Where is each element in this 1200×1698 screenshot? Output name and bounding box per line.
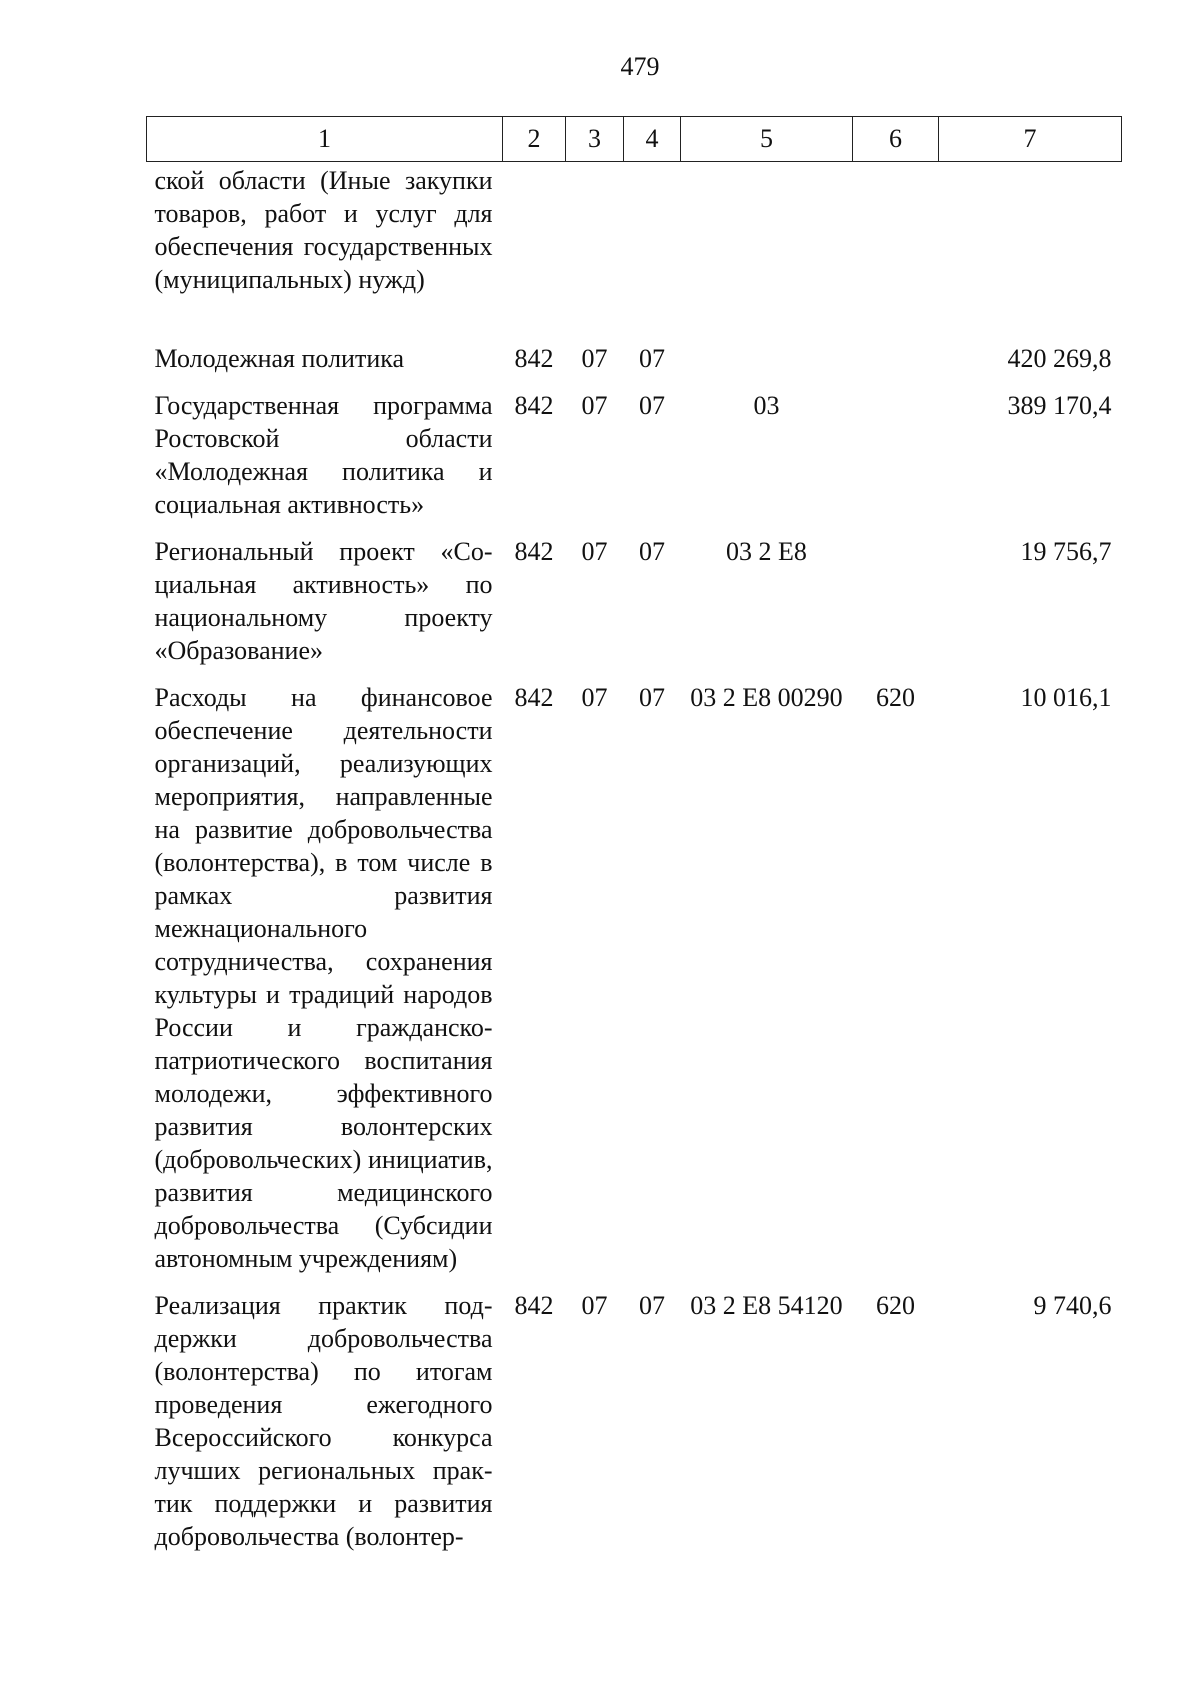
column-header-5: 5	[681, 117, 853, 162]
cell-expense-type	[853, 342, 939, 389]
column-header-3: 3	[566, 117, 624, 162]
cell-section: 07	[581, 536, 608, 566]
row-description: Расходы на финансовое обеспечение деятельности организаций, реализующих мероприятия, направленные на развитие добровольчества (волонтерства), в том числе в рамках развития межнационального сотрудничества, сохранения культуры и традиций народов России и гражданско- патриотического воспитания молодежи, эффективного развития волонтерских (добровольческих) инициатив, развития медицинского добровольчества (Субсидии автономным учреждениям)	[154, 682, 493, 1273]
cell-subsection: 07	[639, 536, 665, 566]
cell-section: 07	[581, 1290, 608, 1320]
table-row	[147, 162, 1122, 342]
cell-amount: 420 269,8	[1007, 343, 1112, 373]
row-description: Реализация практик поддержки добровольчества (волонтерства) по итогам проведения ежегодного Всероссийского конкурса лучших региональных практик поддержки и развития добровольчества (волонтер-	[154, 1290, 493, 1551]
row-description: Региональный проект «Социальная активность» по национальному проекту «Образование»	[154, 536, 493, 665]
cell-ministry-code: 842	[514, 536, 554, 566]
cell-subsection	[624, 162, 681, 342]
row-description: Государственная программа Ростовской области «Молодежная политика и социальная активность»	[154, 390, 493, 519]
cell-ministry-code: 842	[514, 343, 554, 373]
cell-expense-type	[853, 535, 939, 681]
cell-expense-type: 620	[876, 682, 915, 712]
cell-expense-type	[853, 389, 939, 535]
cell-target-article: 03 2 E8	[726, 536, 807, 566]
page-number: 479	[620, 52, 660, 81]
column-header-4: 4	[624, 117, 681, 162]
table-row	[147, 389, 1122, 535]
cell-amount: 389 170,4	[1007, 390, 1112, 420]
cell-subsection: 07	[639, 390, 665, 420]
cell-section: 07	[581, 343, 608, 373]
cell-target-article: 03	[753, 390, 780, 420]
cell-amount	[939, 162, 1122, 342]
table-row	[147, 535, 1122, 681]
table-row	[147, 1289, 1122, 1553]
table-row	[147, 342, 1122, 389]
cell-ministry-code: 842	[514, 1290, 554, 1320]
cell-subsection: 07	[639, 682, 665, 712]
cell-ministry-code: 842	[514, 682, 554, 712]
cell-subsection: 07	[639, 343, 665, 373]
cell-amount: 19 756,7	[1020, 536, 1112, 566]
cell-ministry-code	[503, 162, 566, 342]
cell-target-article	[681, 342, 853, 389]
column-header-1: 1	[147, 117, 503, 162]
column-header-7: 7	[939, 117, 1122, 162]
row-description: Молодежная политика	[154, 343, 405, 373]
cell-expense-type: 620	[876, 1290, 915, 1320]
cell-amount: 9 740,6	[1033, 1290, 1112, 1320]
cell-ministry-code: 842	[514, 390, 554, 420]
table-row	[147, 681, 1122, 1289]
cell-target-article: 03 2 E8 00290	[690, 682, 843, 712]
column-header-6: 6	[853, 117, 939, 162]
cell-target-article: 03 2 E8 54120	[690, 1290, 843, 1320]
cell-section	[566, 162, 624, 342]
row-description: ской области (Иные закупки товаров, работ и услуг для обеспечения государственных (муниципальных) нужд)	[154, 166, 493, 294]
cell-section: 07	[581, 682, 608, 712]
cell-expense-type	[853, 162, 939, 342]
column-header-2: 2	[503, 117, 566, 162]
cell-section: 07	[581, 390, 608, 420]
budget-table	[146, 116, 1122, 1553]
cell-subsection: 07	[639, 1290, 665, 1320]
table-header-row	[147, 117, 1122, 162]
cell-target-article	[681, 162, 853, 342]
cell-amount: 10 016,1	[1020, 682, 1112, 712]
